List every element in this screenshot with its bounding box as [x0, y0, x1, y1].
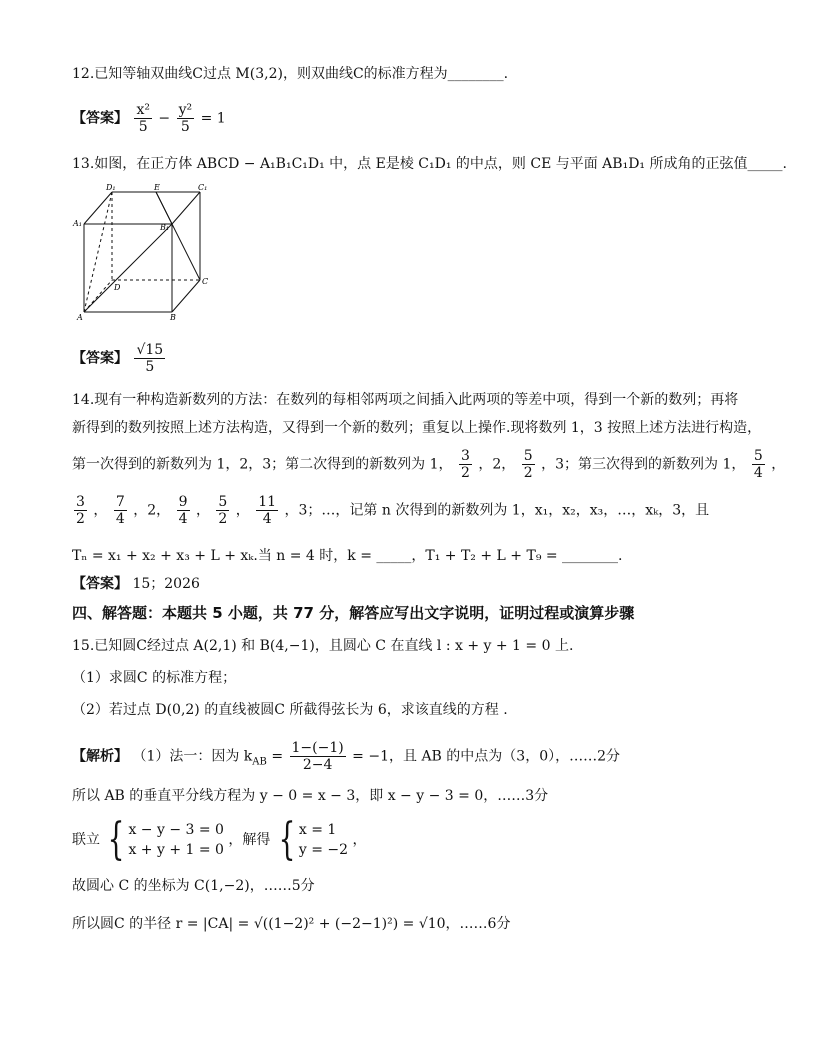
- frac-num: 3: [76, 494, 85, 510]
- edge-a-b1: [84, 224, 172, 312]
- q15-sol1-eq: =: [271, 748, 288, 765]
- q15-sol1-sub: AB: [252, 756, 267, 768]
- sys-row: x = 1: [298, 822, 337, 838]
- frac-num: 5: [753, 448, 763, 464]
- section-4-heading: 四、解答题：本题共 5 小题，共 77 分，解答应写出文字说明，证明过程或演算步骤: [72, 604, 635, 622]
- system-rows: [128, 820, 224, 860]
- q14-line3-c: ，3；第三次得到的新数列为 1，: [541, 456, 746, 473]
- sys-row: x + y + 1 = 0: [128, 842, 224, 858]
- frac-5-4: [752, 448, 765, 481]
- edge-d1-a1: [84, 192, 112, 224]
- q15-sol3-b: ，解得: [228, 832, 271, 848]
- q15-sol-line2: 所以 AB 的垂直平分线方程为 y − 0 = x − 3，即 x − y − 3 = 0，……3分: [72, 788, 549, 804]
- q12-answer-label: 【答案】: [72, 110, 128, 127]
- edge-a-d: [84, 280, 112, 312]
- q14-line4: [72, 494, 709, 527]
- q15-system-1: [104, 814, 224, 865]
- q12-minus: −: [158, 110, 171, 127]
- q15-part1: （1）求圆C 的标准方程；: [72, 670, 237, 686]
- q13-answer-label: 【答案】: [72, 350, 128, 367]
- sys-row: x − y − 3 = 0: [128, 822, 224, 838]
- frac-num: 9: [178, 494, 188, 510]
- frac-num: 3: [460, 448, 470, 464]
- q13-answer: [72, 342, 167, 375]
- label-e: E: [154, 183, 160, 192]
- q15-system-2: [275, 814, 349, 865]
- q15-slope-num: 1−(−1): [291, 740, 344, 756]
- q14-answer-label: 【答案】: [72, 576, 128, 592]
- q14-line3: [72, 448, 785, 481]
- frac-den: 2: [460, 465, 470, 481]
- q14-answer-text: 15；2026: [132, 576, 200, 592]
- label-b: B: [170, 313, 176, 322]
- brace-glyph: {: [108, 814, 125, 865]
- frac-den: 4: [115, 511, 125, 527]
- q14-line3-d: ，: [771, 456, 786, 473]
- q14-line3-b: ，2，: [478, 456, 516, 473]
- frac-5-2-b: [216, 494, 229, 527]
- q12-frac-1-num: x²: [136, 102, 150, 118]
- q15-part2: （2）若过点 D(0,2) 的直线被圆C 所截得弦长为 6，求该直线的方程 .: [72, 702, 508, 718]
- q14-line4-tail: ，3；…，记第 n 次得到的新数列为 1，x₁，x₂，x₃，…，xₖ，3，且: [284, 502, 710, 519]
- q13-frac-num: √15: [136, 342, 164, 358]
- frac-den: 4: [262, 511, 272, 527]
- q15-sol-line3: [72, 814, 367, 865]
- sys-row: y = −2: [298, 842, 349, 858]
- frac-den: 2: [76, 511, 85, 527]
- q14-line2: 新得到的数列按照上述方法构造，又得到一个新的数列；重复以上操作.现将数列 1，3 按照上述方法进行构造，: [72, 420, 762, 436]
- label-b1: B₁: [160, 223, 170, 232]
- q15-sol1-b: = −1，且 AB 的中点为（3，0），……2分: [352, 748, 621, 765]
- q15-sol1-a: （1）法一：因为 k: [132, 748, 253, 765]
- edge-e-b1: [156, 192, 172, 224]
- q15-text: 15.已知圆C经过点 A(2,1) 和 B(4,−1)，且圆心 C 在直线 l : x + y + 1 = 0 上.: [72, 638, 574, 654]
- edge-c1-b1: [172, 192, 200, 224]
- edge-b-c: [172, 280, 200, 312]
- label-a1: A₁: [73, 219, 82, 228]
- q15-sol-line1: [72, 740, 620, 773]
- cube-figure: [72, 180, 222, 325]
- q14-sep1: ，: [93, 502, 108, 519]
- frac-3-2-b: [74, 494, 87, 527]
- brace-glyph: {: [278, 814, 296, 865]
- frac-den: 4: [753, 465, 763, 481]
- frac-3-2-a: [459, 448, 472, 481]
- q14-sep3: ，: [195, 502, 210, 519]
- q15-slope-den: 2−4: [302, 757, 333, 773]
- q15-sol-line5: 所以圆C 的半径 r = |CA| = √((1−2)² + (−2−1)²) = √10，……6分: [72, 916, 511, 932]
- frac-9-4: [177, 494, 190, 527]
- q12-frac-1-den: 5: [138, 119, 148, 135]
- system-rows: [299, 820, 348, 860]
- q12-frac-2-den: 5: [180, 119, 190, 135]
- frac-num: 5: [218, 494, 228, 510]
- label-d1: D₁: [106, 183, 116, 192]
- frac-den: 2: [218, 511, 228, 527]
- q15-sol3-a: 联立: [72, 832, 100, 848]
- q12-eq: = 1: [200, 110, 226, 127]
- q14-line5: Tₙ = x₁ + x₂ + x₃ + L + xₖ.当 n = 4 时，k = _____，T₁ + T₂ + L + T₉ = ________.: [72, 548, 623, 564]
- q13-frac: [134, 342, 165, 375]
- frac-num: 5: [523, 448, 533, 464]
- label-a: A: [77, 313, 83, 322]
- q12-frac-1: [134, 102, 152, 135]
- frac-num: 11: [258, 494, 277, 510]
- q14-sep4: ，: [235, 502, 250, 519]
- q12-answer: [72, 102, 226, 135]
- q14-sep2: ，2，: [133, 502, 171, 519]
- label-d: D: [114, 283, 121, 292]
- q13-frac-den: 5: [145, 359, 155, 375]
- q14-answer: [72, 574, 200, 594]
- q15-sol-line4: 故圆心 C 的坐标为 C(1,−2)，……5分: [72, 878, 315, 894]
- frac-11-4: [256, 494, 278, 527]
- frac-5-2-a: [522, 448, 535, 481]
- q12-frac-2: [177, 102, 195, 135]
- q15-sol3-c: ，: [352, 832, 367, 848]
- q12-frac-2-num: y²: [178, 102, 193, 118]
- frac-num: 7: [115, 494, 125, 510]
- edge-a-d1: [84, 192, 112, 312]
- q14-line1: 14.现有一种构造新数列的方法：在数列的每相邻两项之间插入此两项的等差中项，得到一个新的数列；再将: [72, 392, 739, 408]
- label-c: C: [202, 277, 209, 286]
- frac-den: 2: [523, 465, 533, 481]
- q13-text: 13.如图，在正方体 ABCD − A₁B₁C₁D₁ 中，点 E是棱 C₁D₁ 的中点，则 CE 与平面 AB₁D₁ 所成角的正弦值_____.: [72, 156, 787, 172]
- label-c1: C₁: [198, 183, 208, 192]
- q14-line3-a: 第一次得到的新数列为 1，2，3；第二次得到的新数列为 1，: [72, 456, 453, 473]
- frac-den: 4: [178, 511, 188, 527]
- q15-slope-frac: [290, 740, 346, 773]
- q12-text: 12.已知等轴双曲线C过点 M(3,2)，则双曲线C的标准方程为________.: [72, 66, 509, 82]
- q15-sol-label: 【解析】: [72, 748, 128, 765]
- frac-7-4: [114, 494, 127, 527]
